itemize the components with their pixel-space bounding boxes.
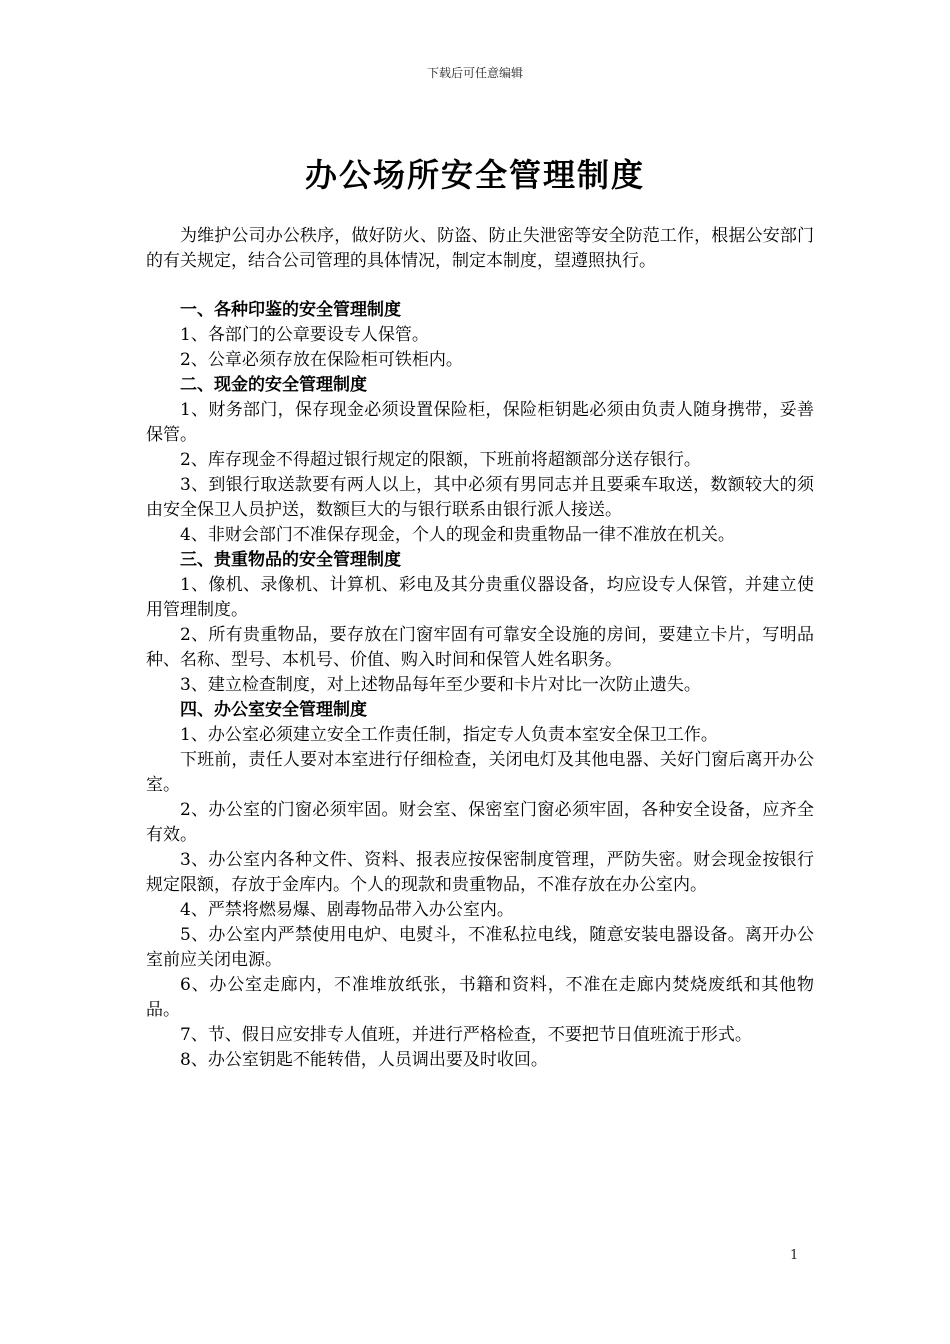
- section-item: 5、办公室内严禁使用电炉、电熨斗，不准私拉电线，随意安装电器设备。离开办公室前应关闭电源。: [146, 925, 814, 970]
- section-office: [146, 698, 814, 1073]
- section-item: 4、严禁将燃易爆、剧毒物品带入办公室内。: [180, 900, 514, 920]
- section-item: 6、办公室走廊内，不准堆放纸张，书籍和资料，不准在走廊内焚烧废纸和其他物品。: [146, 975, 814, 1020]
- section-heading: 一、各种印鉴的安全管理制度: [180, 300, 401, 320]
- section-item: 2、库存现金不得超过银行规定的限额，下班前将超额部分送存银行。: [180, 450, 701, 470]
- section-seals: [146, 298, 814, 373]
- section-item: 2、公章必须存放在保险柜可铁柜内。: [180, 350, 463, 370]
- section-heading: 三、贵重物品的安全管理制度: [180, 550, 401, 570]
- section-item: 4、非财会部门不准保存现金，个人的现金和贵重物品一律不准放在机关。: [180, 525, 735, 545]
- section-item: 2、办公室的门窗必须牢固。财会室、保密室门窗必须牢固，各种安全设备，应齐全有效。: [146, 800, 814, 845]
- section-item: 1、办公室必须建立安全工作责任制，指定专人负责本室安全保卫工作。: [180, 725, 718, 745]
- section-item: 8、办公室钥匙不能转借，人员调出要及时收回。: [180, 1050, 548, 1070]
- section-valuables: [146, 548, 814, 698]
- section-item: 7、节、假日应安排专人值班，并进行严格检查，不要把节日值班流于形式。: [180, 1025, 752, 1045]
- section-item: 1、像机、录像机、计算机、彩电及其分贵重仪器设备，均应设专人保管，并建立使用管理制度。: [146, 575, 814, 620]
- section-item: 2、所有贵重物品，要存放在门窗牢固有可靠安全设施的房间，要建立卡片，写明品种、名称、型号、本机号、价值、购入时间和保管人姓名职务。: [146, 625, 814, 670]
- section-item: 3、建立检查制度，对上述物品每年至少要和卡片对比一次防止遗失。: [180, 675, 701, 695]
- intro-paragraph: 为维护公司办公秩序，做好防火、防盗、防止失泄密等安全防范工作，根据公安部门的有关规定，结合公司管理的具体情况，制定本制度，望遵照执行。: [146, 226, 814, 271]
- section-cash: [146, 373, 814, 548]
- document-title: 办公场所安全管理制度: [304, 156, 645, 194]
- section-item: 3、到银行取送款要有两人以上，其中必须有男同志并且要乘车取送，数额较大的须由安全保卫人员护送，数额巨大的与银行联系由银行派人接送。: [146, 475, 814, 520]
- section-item: 3、办公室内各种文件、资料、报表应按保密制度管理，严防失密。财会现金按银行规定限额，存放于金库内。个人的现款和贵重物品，不准存放在办公室内。: [146, 850, 814, 895]
- document-body: [146, 224, 814, 1073]
- page-number: 1: [790, 1248, 799, 1263]
- section-item: 1、财务部门，保存现金必须设置保险柜，保险柜钥匙必须由负责人随身携带，妥善保管。: [146, 400, 814, 445]
- header-note: 下载后可任意编辑: [426, 66, 523, 80]
- section-heading: 二、现金的安全管理制度: [180, 375, 367, 395]
- section-item: 下班前，责任人要对本室进行仔细检查，关闭电灯及其他电器、关好门窗后离开办公室。: [146, 750, 814, 795]
- section-heading: 四、办公室安全管理制度: [180, 700, 367, 720]
- section-item: 1、各部门的公章要设专人保管。: [180, 325, 429, 345]
